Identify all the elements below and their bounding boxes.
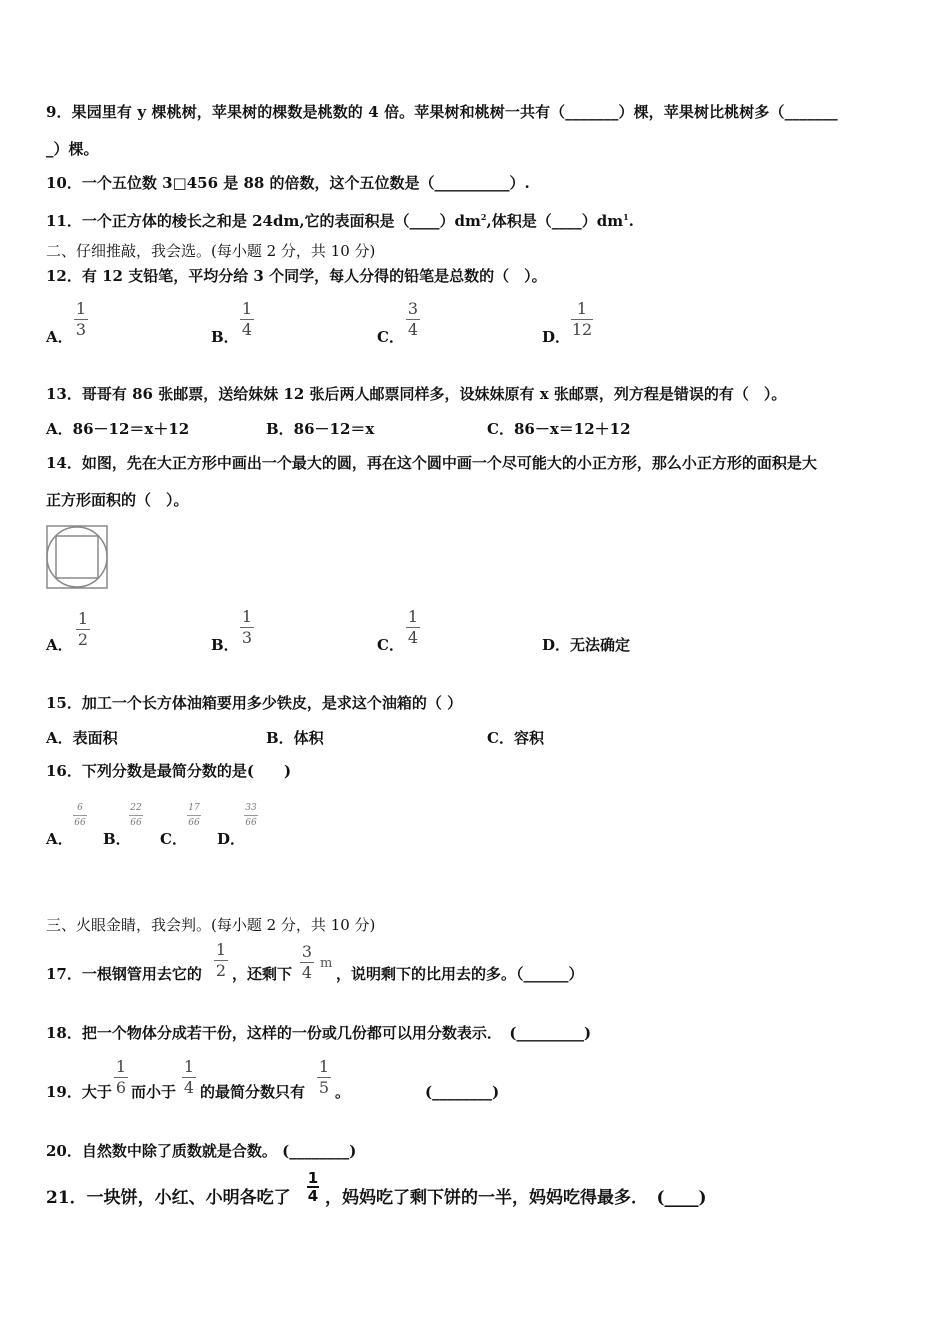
question-12: 12．有 12 支铅笔，平均分给 3 个同学，每人分得的铅笔是总数的（ ）。 [46,267,547,285]
q17-unit: m [320,956,333,971]
q12-option-d-fraction: 1 12 [571,299,593,339]
square-circle-figure [46,525,108,589]
question-17-part-1: 17．一根钢管用去它的 [46,965,202,983]
question-18: 18．把一个物体分成若干份，这样的一份或几份都可以用分数表示． (_________) [46,1024,592,1042]
q13-option-a: A．86－12＝x＋12 [46,420,190,438]
question-14-line-1: 14．如图，先在大正方形中画出一个最大的圆，再在这个圆中画一个尽可能大的小正方形，那么小正方形的面积是大 [46,454,817,472]
q14-option-b-fraction: 1 3 [241,607,253,647]
q12-option-b-label: B． [211,328,239,346]
q16-option-b-fraction: 22 66 [130,803,142,828]
q12-option-a-fraction: 1 3 [75,299,87,339]
q17-fraction-1: 1 2 [215,940,227,980]
q16-option-d-label: D． [217,830,246,848]
question-11-sup-2: 1 [623,212,629,222]
question-9-line-2: _）棵。 [46,140,99,158]
q19-fraction-3: 1 5 [318,1057,330,1097]
q16-option-d-fraction: 33 66 [245,803,257,828]
question-11 [46,207,634,231]
section-3-heading: 三、火眼金睛，我会判。(每小题 2 分，共 10 分) [46,916,376,934]
question-11-part-3: . [628,212,634,230]
question-11-sup-1: 2 [480,212,487,222]
q17-fraction-2: 3 4 [301,942,313,982]
question-13: 13．哥哥有 86 张邮票，送给妹妹 12 张后两人邮票同样多，设妹妹原有 x 张邮票，列方程是错误的有（ ）。 [46,385,787,403]
question-11-part-2: ,体积是（____）dm [486,212,624,230]
q13-option-b: B．86－12＝x [266,420,375,438]
question-19-part-1: 19．大于 [46,1083,112,1101]
q14-option-c-label: C． [377,636,404,654]
question-19-part-2: 而小于 [131,1083,177,1101]
q12-option-d-label: D． [542,328,571,346]
small-square [56,536,98,578]
q16-option-a-fraction: 6 66 [74,803,86,828]
q15-option-b: B．体积 [266,729,324,747]
q19-fraction-1: 1 6 [115,1057,127,1097]
question-20: 20．自然数中除了质数就是合数。 (________) [46,1142,357,1160]
question-19-part-3: 的最简分数只有 [200,1083,306,1101]
q21-fraction: 1 4 [307,1169,319,1205]
q13-option-c: C．86－x＝12＋12 [487,420,631,438]
q14-option-b-label: B． [211,636,239,654]
question-17-part-3: ，说明剩下的比用去的多。（______） [336,965,584,983]
q16-option-c-label: C． [160,830,187,848]
q16-option-a-label: A． [46,830,73,848]
question-19-blank: (________) [425,1083,500,1101]
q14-option-a-fraction: 1 2 [77,609,89,649]
question-21-part-2: ，妈妈吃了剩下饼的一半，妈妈吃得最多． (____) [325,1188,707,1208]
q12-option-c-fraction: 3 4 [407,299,419,339]
question-16: 16．下列分数是最简分数的是( ) [46,762,292,780]
question-11-part-1: 11．一个正方体的棱长之和是 24dm,它的表面积是（____）dm [46,212,481,230]
q16-option-c-fraction: 17 66 [188,803,200,828]
section-2-heading: 二、仔细推敲，我会选。(每小题 2 分，共 10 分) [46,242,376,260]
q15-option-a: A．表面积 [46,729,118,747]
q14-option-a-label: A． [46,636,73,654]
question-15: 15．加工一个长方体油箱要用多少铁皮，是求这个油箱的（ ） [46,694,463,712]
q19-fraction-2: 1 4 [183,1057,195,1097]
question-21-part-1: 21．一块饼，小红、小明各吃了 [46,1188,291,1208]
question-14-line-2: 正方形面积的（ ）。 [46,491,189,509]
q15-option-c: C．容积 [487,729,544,747]
q16-option-b-label: B． [103,830,131,848]
q12-option-a-label: A． [46,328,73,346]
question-9-line-1: 9．果园里有 y 棵桃树，苹果树的棵数是桃数的 4 倍。苹果树和桃树一共有（_______）棵，苹果树比桃树多（_______ [46,103,838,121]
q12-option-c-label: C． [377,328,404,346]
question-10: 10．一个五位数 3□456 是 88 的倍数，这个五位数是（__________）. [46,174,530,192]
question-19-part-4: 。 [335,1083,351,1101]
q12-option-b-fraction: 1 4 [241,299,253,339]
question-17-part-2: ，还剩下 [232,965,293,983]
q14-option-d: D．无法确定 [542,636,631,654]
q14-option-c-fraction: 1 4 [407,607,419,647]
